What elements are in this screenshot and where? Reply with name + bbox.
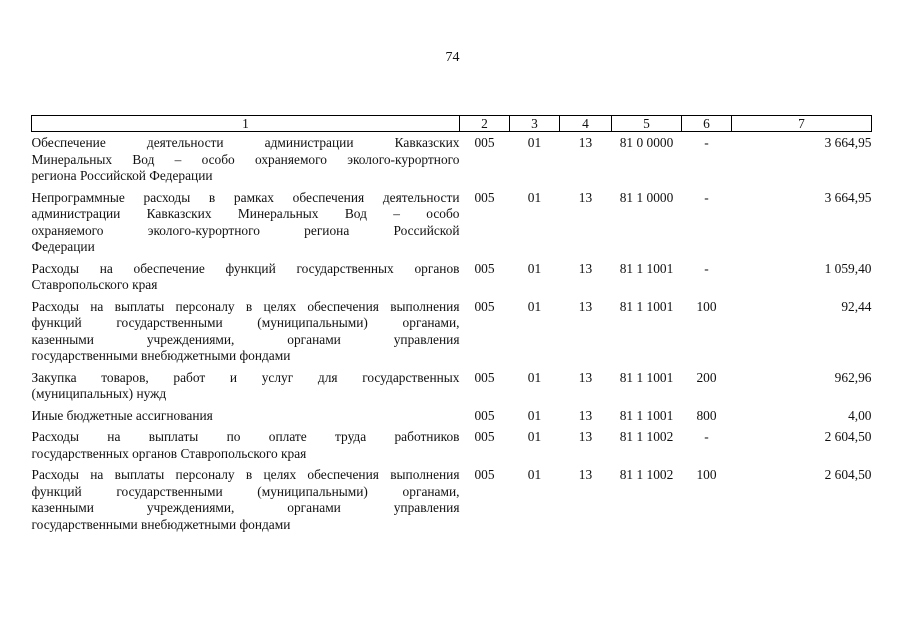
expense-name-line: региона Российской Федерации — [31, 168, 213, 183]
cell-razdel: 01 — [527, 467, 542, 482]
cell-podrazdel: 13 — [578, 369, 593, 385]
header-col-3: 3 — [510, 116, 560, 132]
header-col-5: 5 — [612, 116, 682, 132]
cell-razdel: 01 — [527, 298, 542, 314]
cell-vedomstvo: 005 — [474, 298, 495, 314]
header-col-6: 6 — [682, 116, 732, 132]
cell-vedomstvo: 005 — [474, 467, 495, 482]
header-col-7: 7 — [732, 116, 872, 132]
cell-expense-name — [32, 405, 460, 427]
cell-amount: 3 664,95 — [824, 135, 872, 150]
cell-target-article: 81 0 0000 — [619, 135, 674, 150]
cell-vedomstvo: 005 — [474, 189, 495, 205]
expense-name-line: Ставропольского края — [31, 277, 158, 292]
table-row — [32, 296, 872, 367]
cell-target-article: 81 1 1001 — [619, 369, 674, 385]
expense-name-line: функций государственными (муниципальными) органами, — [31, 483, 460, 499]
cell-vedomstvo: 005 — [474, 407, 495, 423]
expense-name-line: государственными внебюджетными фондами — [31, 348, 291, 363]
expense-name-line: (муниципальных) нужд — [31, 386, 167, 401]
budget-table — [31, 115, 872, 535]
header-col-4: 4 — [560, 116, 612, 132]
cell-podrazdel: 13 — [578, 260, 593, 276]
expense-name-line: Непрограммные расходы в рамках обеспечения деятельности — [31, 189, 460, 205]
cell-podrazdel: 13 — [578, 189, 593, 205]
table-row — [32, 187, 872, 258]
cell-amount: 2 604,50 — [824, 429, 872, 444]
cell-razdel: 01 — [527, 407, 542, 423]
cell-podrazdel: 13 — [578, 135, 593, 150]
expense-name-line: государственных органов Ставропольского края — [31, 445, 307, 461]
cell-target-article: 81 1 1001 — [619, 260, 674, 276]
table-body — [32, 132, 872, 536]
cell-vedomstvo: 005 — [474, 260, 495, 276]
cell-expense-type: 800 — [696, 407, 717, 423]
expense-name-line: казенными учреждениями, органами управления — [31, 500, 460, 515]
expense-name-line: Обеспечение деятельности администрации Кавказских — [31, 135, 460, 150]
cell-target-article: 81 1 1001 — [619, 298, 674, 314]
cell-expense-type: - — [704, 135, 709, 150]
expense-name-line: Расходы на выплаты персоналу в целях обеспечения выполнения — [31, 298, 460, 314]
cell-amount: 3 664,95 — [824, 189, 872, 205]
expense-name-line: казенными учреждениями, органами управления — [31, 331, 460, 347]
expense-name-line: государственными внебюджетными фондами — [31, 516, 291, 532]
cell-amount: 1 059,40 — [824, 260, 872, 276]
expense-name-line: Минеральных Вод – особо охраняемого эколого-курортного — [31, 151, 460, 167]
expense-name-line: Расходы на выплаты персоналу в целях обеспечения выполнения — [31, 467, 460, 482]
cell-target-article: 81 1 0000 — [619, 189, 674, 205]
cell-razdel: 01 — [527, 135, 542, 150]
cell-expense-name — [32, 464, 460, 535]
cell-target-article: 81 1 1001 — [619, 407, 674, 423]
cell-vedomstvo: 005 — [474, 369, 495, 385]
cell-amount: 92,44 — [841, 298, 872, 314]
expense-name-line: Закупка товаров, работ и услуг для государственных — [31, 369, 460, 385]
cell-expense-name — [32, 187, 460, 258]
cell-target-article: 81 1 1002 — [619, 429, 674, 444]
cell-vedomstvo: 005 — [474, 429, 495, 444]
table-row — [32, 405, 872, 427]
page-number: 74 — [445, 50, 460, 65]
cell-expense-name — [32, 426, 460, 464]
cell-amount: 2 604,50 — [824, 467, 872, 482]
cell-expense-name — [32, 296, 460, 367]
cell-expense-type: 100 — [696, 298, 717, 314]
cell-podrazdel: 13 — [578, 429, 593, 444]
cell-razdel: 01 — [527, 369, 542, 385]
cell-amount: 4,00 — [848, 407, 872, 423]
cell-target-article: 81 1 1002 — [619, 467, 674, 482]
expense-name-line: Федерации — [31, 239, 95, 254]
table-row — [32, 367, 872, 405]
cell-razdel: 01 — [527, 260, 542, 276]
cell-razdel: 01 — [527, 429, 542, 444]
expense-name-line: охраняемого эколого-курортного региона Российской — [31, 222, 460, 238]
cell-expense-name — [32, 258, 460, 296]
cell-expense-type: 200 — [696, 369, 717, 385]
cell-expense-name — [32, 367, 460, 405]
table-row — [32, 132, 872, 187]
expense-name-line: Расходы на обеспечение функций государственных органов — [31, 260, 460, 276]
expense-name-line: Иные бюджетные ассигнования — [31, 407, 213, 423]
cell-podrazdel: 13 — [578, 467, 593, 482]
expense-name-line: функций государственными (муниципальными) органами, — [31, 315, 460, 330]
table-header-row — [32, 116, 872, 132]
cell-expense-name — [32, 132, 460, 187]
expense-name-line: Расходы на выплаты по оплате труда работников — [31, 429, 460, 444]
cell-expense-type: - — [704, 260, 709, 276]
cell-razdel: 01 — [527, 189, 542, 205]
table-row — [32, 258, 872, 296]
expense-name-line: администрации Кавказских Минеральных Вод – особо — [31, 206, 460, 221]
cell-expense-type: 100 — [696, 467, 717, 482]
cell-podrazdel: 13 — [578, 407, 593, 423]
cell-vedomstvo: 005 — [474, 135, 495, 150]
table-row — [32, 426, 872, 464]
header-col-1: 1 — [32, 116, 460, 132]
header-col-2: 2 — [460, 116, 510, 132]
cell-podrazdel: 13 — [578, 298, 593, 314]
cell-expense-type: - — [704, 429, 709, 444]
cell-expense-type: - — [704, 189, 709, 205]
cell-amount: 962,96 — [834, 369, 872, 385]
table-row — [32, 464, 872, 535]
